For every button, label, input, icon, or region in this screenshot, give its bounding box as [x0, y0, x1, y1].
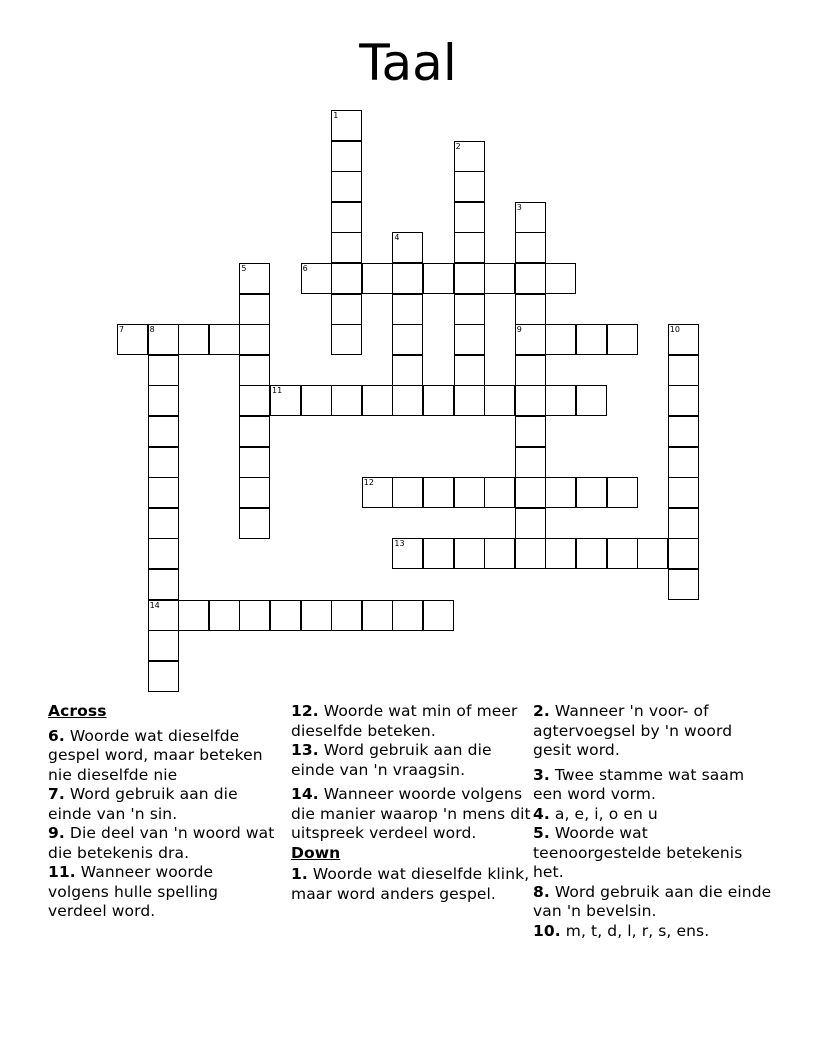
clue-across-7: 7. Word gebruik aan die einde van 'n sin.	[48, 785, 238, 823]
grid-cell[interactable]	[331, 263, 362, 294]
grid-cell[interactable]	[423, 385, 454, 416]
grid-cell[interactable]	[148, 569, 179, 600]
clue-across-14: 14. Wanneer woorde volgens die manier waarop 'n mens dit uitspreek verdeel word.	[291, 785, 531, 842]
grid-cell[interactable]	[239, 477, 270, 508]
grid-cell[interactable]	[515, 263, 546, 294]
grid-cell[interactable]	[301, 600, 332, 631]
puzzle-title: Taal	[359, 34, 457, 92]
cell-number: 13	[394, 539, 405, 549]
grid-cell[interactable]	[331, 171, 362, 202]
grid-cell[interactable]	[392, 232, 423, 263]
grid-cell[interactable]	[607, 477, 638, 508]
grid-cell[interactable]	[668, 508, 699, 539]
grid-cell[interactable]	[392, 355, 423, 386]
grid-cell[interactable]	[148, 661, 179, 692]
grid-cell[interactable]	[301, 263, 332, 294]
grid-cell[interactable]	[239, 447, 270, 478]
grid-cell[interactable]	[148, 538, 179, 569]
grid-cell[interactable]	[239, 508, 270, 539]
grid-cell[interactable]	[515, 416, 546, 447]
grid-cell[interactable]	[331, 202, 362, 233]
grid-cell[interactable]	[178, 600, 209, 631]
clue-down-4: 4. a, e, i, o en u	[533, 804, 658, 823]
grid-cell[interactable]	[484, 385, 515, 416]
grid-cell[interactable]	[668, 569, 699, 600]
grid-cell[interactable]	[515, 294, 546, 325]
grid-cell[interactable]	[515, 324, 546, 355]
grid-cell[interactable]	[392, 385, 423, 416]
grid-cell[interactable]	[515, 385, 546, 416]
grid-cell[interactable]	[576, 538, 607, 569]
grid-cell[interactable]	[515, 477, 546, 508]
grid-cell[interactable]	[454, 294, 485, 325]
grid-cell[interactable]	[239, 355, 270, 386]
cell-number: 14	[149, 600, 160, 610]
grid-cell[interactable]	[148, 508, 179, 539]
grid-cell[interactable]	[209, 600, 240, 631]
grid-cell[interactable]	[484, 538, 515, 569]
grid-cell[interactable]	[668, 416, 699, 447]
cell-number: 8	[149, 325, 155, 335]
grid-cell[interactable]	[148, 447, 179, 478]
down-heading: Down	[291, 843, 341, 862]
grid-cell[interactable]	[454, 202, 485, 233]
grid-cell[interactable]	[454, 141, 485, 172]
grid-cell[interactable]	[454, 385, 485, 416]
cell-number: 5	[241, 264, 247, 273]
grid-cell[interactable]	[515, 447, 546, 478]
grid-cell[interactable]	[454, 355, 485, 386]
clue-across-13: 13. Word gebruik aan die einde van 'n vraagsin.	[291, 741, 492, 779]
clue-down-1: 1. Woorde wat dieselfde klink, maar word anders gespel.	[291, 865, 530, 903]
grid-cell[interactable]	[668, 447, 699, 478]
grid-cell[interactable]	[362, 385, 393, 416]
grid-cell[interactable]	[607, 324, 638, 355]
clue-down-8: 8. Word gebruik aan die einde van 'n bevelsin.	[533, 882, 772, 920]
cell-number: 12	[363, 478, 374, 488]
grid-cell[interactable]	[148, 477, 179, 508]
clue-down-2: 2. Wanneer 'n voor- of agtervoegsel by 'n woord gesit word.	[533, 702, 733, 759]
cell-number: 10	[669, 325, 680, 335]
cell-number: 4	[394, 233, 400, 243]
grid-cell[interactable]	[270, 385, 301, 416]
grid-cell[interactable]	[454, 263, 485, 294]
grid-cell[interactable]	[148, 385, 179, 416]
grid-cell[interactable]	[545, 263, 576, 294]
clue-down-10: 10. m, t, d, l, r, s, ens.	[533, 921, 710, 940]
grid-cell[interactable]	[331, 110, 362, 141]
cell-number: 6	[302, 264, 308, 273]
clues-column-3	[533, 702, 773, 941]
cell-number: 3	[516, 202, 522, 212]
grid-cell[interactable]	[515, 538, 546, 569]
grid-cell[interactable]	[423, 538, 454, 569]
grid-cell[interactable]	[668, 385, 699, 416]
grid-cell[interactable]	[668, 538, 699, 569]
grid-cell[interactable]	[545, 538, 576, 569]
grid-cell[interactable]	[576, 385, 607, 416]
cell-number: 9	[516, 325, 522, 335]
grid-cell[interactable]	[178, 324, 209, 355]
grid-cell[interactable]	[392, 600, 423, 631]
grid-cell[interactable]	[545, 324, 576, 355]
grid-cell[interactable]	[239, 263, 270, 294]
grid-cell[interactable]	[392, 538, 423, 569]
grid-cell[interactable]	[117, 324, 148, 355]
grid-cell[interactable]	[454, 171, 485, 202]
clues-column-1	[48, 702, 276, 922]
grid-cell[interactable]	[423, 263, 454, 294]
grid-cell[interactable]	[239, 385, 270, 416]
grid-cell[interactable]	[576, 324, 607, 355]
grid-cell[interactable]	[454, 232, 485, 263]
grid-cell[interactable]	[515, 202, 546, 233]
grid-cell[interactable]	[331, 232, 362, 263]
grid-cell[interactable]	[270, 600, 301, 631]
grid-cell[interactable]	[301, 385, 332, 416]
grid-cell[interactable]	[392, 294, 423, 325]
grid-cell[interactable]	[239, 294, 270, 325]
grid-cell[interactable]	[148, 630, 179, 661]
grid-cell[interactable]	[148, 600, 179, 631]
grid-cell[interactable]	[423, 477, 454, 508]
clue-across-11: 11. Wanneer woorde volgens hulle spelling verdeel word.	[48, 863, 219, 920]
clue-across-9: 9. Die deel van 'n woord wat die betekenis dra.	[48, 824, 275, 862]
clues-column-2	[291, 702, 531, 904]
cell-number: 11	[272, 386, 283, 396]
grid-cell[interactable]	[484, 263, 515, 294]
grid-cell[interactable]	[637, 538, 668, 569]
grid-cell[interactable]	[454, 477, 485, 508]
grid-cell[interactable]	[331, 385, 362, 416]
grid-cell[interactable]	[148, 324, 179, 355]
grid-cell[interactable]	[454, 324, 485, 355]
cell-number: 1	[333, 111, 339, 120]
across-heading: Across	[48, 702, 107, 720]
clue-down-3: 3. Twee stamme wat saam een word vorm.	[533, 765, 745, 803]
grid-cell[interactable]	[545, 385, 576, 416]
grid-cell[interactable]	[239, 324, 270, 355]
cell-number: 7	[119, 325, 125, 335]
grid-cell[interactable]	[515, 508, 546, 539]
grid-cell[interactable]	[239, 600, 270, 631]
grid-cell[interactable]	[331, 141, 362, 172]
grid-cell[interactable]	[423, 600, 454, 631]
grid-cell[interactable]	[454, 538, 485, 569]
cell-number: 2	[455, 141, 461, 151]
grid-cell[interactable]	[239, 416, 270, 447]
grid-cell[interactable]	[331, 294, 362, 325]
grid-cell[interactable]	[668, 355, 699, 386]
grid-cell[interactable]	[515, 355, 546, 386]
grid-cell[interactable]	[607, 538, 638, 569]
clue-across-12: 12. Woorde wat min of meer dieselfde beteken.	[291, 702, 518, 740]
grid-cell[interactable]	[362, 477, 393, 508]
grid-cell[interactable]	[331, 324, 362, 355]
grid-cell[interactable]	[362, 600, 393, 631]
grid-cell[interactable]	[148, 355, 179, 386]
grid-cell[interactable]	[515, 232, 546, 263]
grid-cell[interactable]	[576, 477, 607, 508]
grid-cell[interactable]	[362, 263, 393, 294]
grid-cell[interactable]	[392, 477, 423, 508]
grid-cell[interactable]	[668, 324, 699, 355]
clue-down-5: 5. Woorde wat teenoorgestelde betekenis het.	[533, 824, 743, 881]
grid-cell[interactable]	[148, 416, 179, 447]
grid-cell[interactable]	[545, 477, 576, 508]
grid-cell[interactable]	[392, 263, 423, 294]
clue-across-6: 6. Woorde wat dieselfde gespel word, maar beteken nie dieselfde nie	[48, 726, 263, 784]
grid-cell[interactable]	[209, 324, 240, 355]
grid-cell[interactable]	[331, 600, 362, 631]
grid-cell[interactable]	[484, 477, 515, 508]
grid-cell[interactable]	[392, 324, 423, 355]
grid-cell[interactable]	[668, 477, 699, 508]
